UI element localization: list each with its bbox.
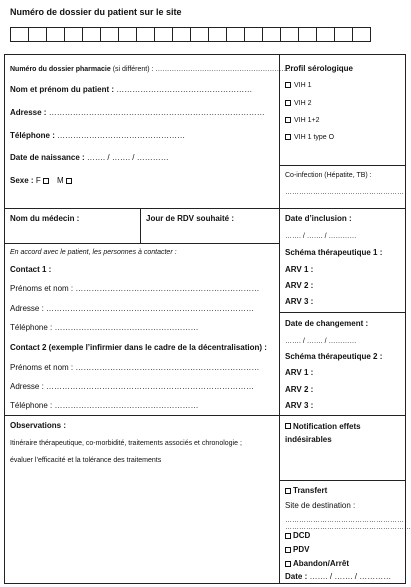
patient-phone-label: Téléphone : <box>10 131 55 140</box>
destination-dots-1[interactable]: …………………………………………… <box>285 517 404 524</box>
doctor-name-label[interactable]: Nom du médecin : <box>10 214 80 223</box>
contact1-names-field[interactable] <box>10 285 259 293</box>
birth-date-dots: ……. / ……. / ………… <box>84 153 169 162</box>
patient-number-cell[interactable] <box>316 27 335 42</box>
observations-area[interactable] <box>5 470 278 582</box>
divider <box>140 208 141 243</box>
divider <box>280 312 406 313</box>
sex-f-label: F <box>35 176 41 185</box>
scheme2-arv3[interactable]: ARV 3 : <box>285 401 314 410</box>
sex-f-checkbox[interactable] <box>43 178 49 184</box>
patient-number-cell[interactable] <box>10 27 29 42</box>
contact2-address-field[interactable] <box>10 383 254 391</box>
pharmacy-number-dots: : …………………………………………………… <box>149 66 296 73</box>
change-date-dots[interactable]: ……. / ……. / ………… <box>285 338 357 345</box>
contacts-intro: En accord avec le patient, les personnes à contacter : <box>10 249 177 256</box>
inclusion-date-label: Date d’inclusion : <box>285 214 352 223</box>
end-date-label: Date : <box>285 572 308 581</box>
observations-hint-2: évaluer l’efficacité et la tolérance des traitements <box>10 457 162 464</box>
patient-number-cell[interactable] <box>298 27 317 42</box>
notification-checkbox[interactable] <box>285 423 291 429</box>
patient-number-cell[interactable] <box>82 27 101 42</box>
contact2-label: Contact 2 (exemple l’infirmier dans le cadre de la décentralisation) : <box>10 343 267 352</box>
column-divider <box>279 54 280 584</box>
contact1-address-label: Adresse : <box>10 304 44 313</box>
pharmacy-number-label: Numéro du dossier pharmacie <box>10 66 111 73</box>
contact2-names-label: Prénoms et nom : <box>10 363 74 372</box>
contact2-names-dots: …………………………………………………………… <box>73 363 260 372</box>
birth-date-field[interactable] <box>10 154 169 162</box>
divider <box>4 415 406 416</box>
contact2-address-dots: …………………………………………………………………… <box>43 382 255 391</box>
contact1-label: Contact 1 : <box>10 265 52 274</box>
dcd-label: DCD <box>293 531 311 540</box>
rdv-day-label[interactable]: Jour de RDV souhaité : <box>146 214 235 223</box>
vih12-checkbox[interactable] <box>285 117 291 123</box>
birth-date-label: Date de naissance : <box>10 153 85 162</box>
scheme1-arv2[interactable]: ARV 2 : <box>285 281 314 290</box>
patient-number-cell[interactable] <box>118 27 137 42</box>
pdv-checkbox[interactable] <box>285 547 291 553</box>
patient-number-cell[interactable] <box>154 27 173 42</box>
patient-name-label: Nom et prénom du patient : <box>10 85 114 94</box>
notification-label-2: indésirables <box>285 435 332 444</box>
patient-number-cell[interactable] <box>226 27 245 42</box>
divider <box>280 165 406 166</box>
observations-label: Observations : <box>10 421 67 430</box>
patient-number-cell[interactable] <box>64 27 83 42</box>
abandon-label: Abandon/Arrêt <box>293 559 349 568</box>
transfer-checkbox[interactable] <box>285 488 291 494</box>
destination-dots-2[interactable]: ……………………………………………… <box>285 524 411 531</box>
vih1-type-o-checkbox[interactable] <box>285 134 291 140</box>
sex-m-checkbox[interactable] <box>66 178 72 184</box>
contact2-address-label: Adresse : <box>10 382 44 391</box>
patient-number-cell[interactable] <box>46 27 65 42</box>
vih2-checkbox[interactable] <box>285 100 291 106</box>
vih2-label: VIH 2 <box>294 100 312 107</box>
patient-number-cell[interactable] <box>136 27 155 42</box>
abandon-checkbox[interactable] <box>285 561 291 567</box>
divider <box>280 480 406 481</box>
scheme2-label: Schéma thérapeutique 2 : <box>285 352 383 361</box>
end-date-field[interactable] <box>285 573 391 581</box>
patient-address-label: Adresse : <box>10 108 47 117</box>
notification-label-1: Notification effets <box>293 422 361 431</box>
contact1-phone-dots: ……………………………………………… <box>52 323 199 332</box>
end-date-dots: ……. / ……. / ………… <box>307 572 392 581</box>
inclusion-date-dots[interactable]: ……. / ……. / ………… <box>285 233 357 240</box>
contact1-address-dots: …………………………………………………………………… <box>43 304 255 313</box>
vih1-checkbox[interactable] <box>285 82 291 88</box>
patient-number-cell[interactable] <box>244 27 263 42</box>
observations-hint-1: Itinéraire thérapeutique, co-morbidité, traitements associés et chronologie ; <box>10 440 242 447</box>
scheme1-arv3[interactable]: ARV 3 : <box>285 297 314 306</box>
divider <box>4 208 406 209</box>
coinfection-dots[interactable]: …………………………………………… <box>285 189 404 196</box>
pdv-label: PDV <box>293 545 310 554</box>
change-date-label: Date de changement : <box>285 319 369 328</box>
destination-label: Site de destination : <box>285 501 356 510</box>
scheme2-arv1[interactable]: ARV 1 : <box>285 368 314 377</box>
contact2-phone-label: Téléphone : <box>10 401 53 410</box>
contact1-phone-field[interactable] <box>10 324 199 332</box>
contact2-phone-field[interactable] <box>10 402 199 410</box>
vih1-type-o-label: VIH 1 type O <box>294 134 335 141</box>
contact1-names-dots: …………………………………………………………… <box>73 284 260 293</box>
vih12-label: VIH 1+2 <box>294 117 320 124</box>
contact2-names-field[interactable] <box>10 364 259 372</box>
pharmacy-number-field[interactable] <box>10 66 295 73</box>
patient-number-cell[interactable] <box>280 27 299 42</box>
patient-name-dots: …………………………………………… <box>114 85 253 94</box>
transfer-label: Transfert <box>293 486 328 495</box>
patient-phone-dots: ………………………………………… <box>54 131 186 140</box>
pharmacy-number-note: (si différent) <box>112 66 150 73</box>
patient-address-dots: ……………………………………………………………………… <box>46 108 265 117</box>
contact1-names-label: Prénoms et nom : <box>10 284 74 293</box>
serology-title: Profil sérologique <box>285 64 354 73</box>
scheme1-label: Schéma thérapeutique 1 : <box>285 248 383 257</box>
coinfection-label: Co-infection (Hépatite, TB) : <box>285 172 372 179</box>
scheme2-arv2[interactable]: ARV 2 : <box>285 385 314 394</box>
sex-m-label: M <box>57 176 64 185</box>
contact2-phone-dots: ……………………………………………… <box>52 401 199 410</box>
page-title: Numéro de dossier du patient sur le site <box>10 7 182 17</box>
patient-number-cell[interactable] <box>100 27 119 42</box>
divider <box>4 243 280 244</box>
contact1-address-field[interactable] <box>10 305 254 313</box>
patient-name-field[interactable] <box>10 86 252 94</box>
sex-label: Sexe : <box>10 176 34 185</box>
patient-number-cell[interactable] <box>262 27 281 42</box>
contact1-phone-label: Téléphone : <box>10 323 53 332</box>
dcd-checkbox[interactable] <box>285 533 291 539</box>
patient-number-cell[interactable] <box>190 27 209 42</box>
patient-address-field[interactable] <box>10 109 265 117</box>
sex-field <box>10 177 41 185</box>
patient-number-cell[interactable] <box>352 27 371 42</box>
patient-phone-field[interactable] <box>10 132 185 140</box>
patient-number-cell[interactable] <box>208 27 227 42</box>
patient-number-cell[interactable] <box>172 27 191 42</box>
scheme1-arv1[interactable]: ARV 1 : <box>285 265 314 274</box>
vih1-label: VIH 1 <box>294 82 312 89</box>
patient-number-cell[interactable] <box>28 27 47 42</box>
patient-number-cell[interactable] <box>334 27 353 42</box>
